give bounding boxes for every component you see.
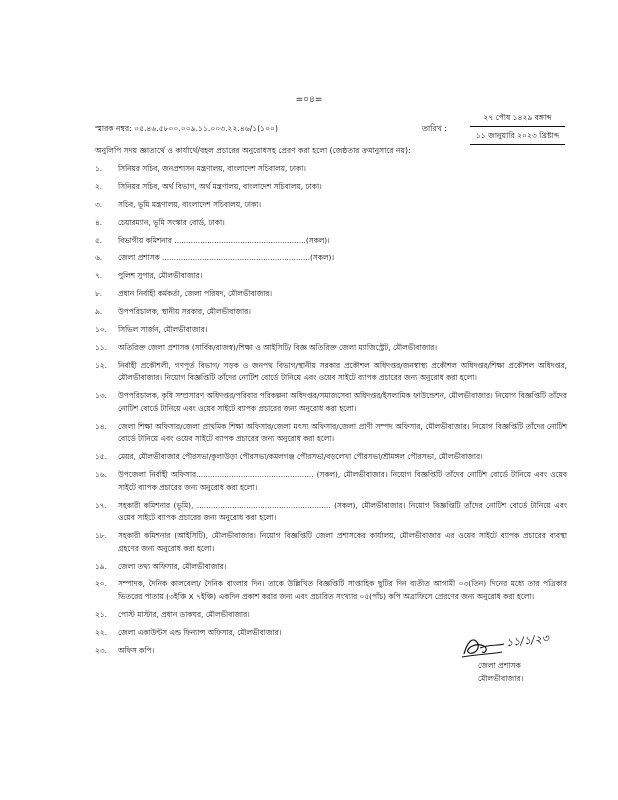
list-item-number: ৪. [95, 217, 103, 227]
list-item-text: প্রধান নির্বাহী কর্মকর্তা, জেলা পরিষদ, মৌলভীবাজার। [118, 289, 273, 299]
list-item-number: ১০. [95, 325, 107, 335]
list-item-text: সিনিয়র সচিব, অর্থ বিভাগ, অর্থ মন্ত্রণালয়, বাংলাদেশ সচিবালয়, ঢাকা। [118, 181, 322, 191]
date-english: ১১ জানুয়ারি ২০২৩ খ্রিষ্টাব্দ [470, 127, 565, 145]
list-item-number: ৮. [95, 289, 103, 299]
date-block [470, 112, 565, 145]
date-label: তারিখ : [422, 124, 447, 133]
list-item [95, 390, 567, 415]
list-item [95, 181, 567, 194]
list-item-number: ৫. [95, 235, 103, 245]
list-item [95, 421, 567, 446]
list-item-number: ২৩. [95, 645, 107, 655]
list-item [95, 199, 567, 212]
list-item-text: মেয়র, মৌলভীবাজার পৌরসভা/কুলাউড়া পৌরসভা/কমলগঞ্জ পৌরসভা/বড়লেখা পৌরসভা/শ্রীমঙ্গল পৌরসভা, মৌলভীবাজার। [118, 452, 483, 462]
list-item [95, 561, 567, 574]
date-bangla: ২৭ পৌষ ১৪২৯ বঙ্গাব্দ [470, 112, 565, 127]
list-item-number: ১৯. [95, 561, 107, 571]
list-item [95, 469, 567, 494]
list-item-text: সহকারী কমিশনার (আইসিটি), মৌলভীবাজার। নিয়োগ বিজ্ঞপ্তিটি জেলা প্রশাসকের কার্যালয়, মৌলভীবাজার এর ওয়েব সাইটে ব্যাপক প্রচারের ব্যবস্থা গ্রহণের জন্য অনুরোধ করা হলো। [118, 531, 567, 553]
list-item-number: ১৩. [95, 391, 107, 401]
list-item [95, 288, 567, 301]
list-item-number: ৭. [95, 271, 103, 281]
list-item-text: পোস্ট মাস্টার, প্রধান ডাকঘর, মৌলভীবাজার। [118, 609, 250, 619]
list-item-number: ১৪. [95, 421, 107, 431]
list-item-number: ১৮. [95, 531, 107, 541]
list-item-text: অতিরিক্ত জেলা প্রশাসক (সার্বিক/রাজস্ব)/শিক্ষা ও আইসিটি/ বিজ্ঞ অতিরিক্ত জেলা ম্যাজিস্ট্রেট, মৌলভীবাজার। [118, 342, 438, 352]
list-item-text: জেলা প্রশাসক ...............................................................(সকল)। [118, 253, 335, 263]
list-item-number: ১. [95, 164, 103, 173]
list-item-text: সচিব, ভূমি মন্ত্রণালয়, বাংলাদেশ সচিবালয়, ঢাকা। [118, 199, 262, 209]
list-item [95, 306, 567, 319]
list-item-number: ১৭. [95, 500, 107, 510]
list-item-number: ৯. [95, 307, 103, 317]
list-item-number: ৩. [95, 199, 103, 209]
list-item-text: অফিস কপি। [118, 645, 155, 655]
distribution-intro: অনুলিপি সদয় জ্ঞাতার্থে ও কার্যার্থে/বহল প্রচারের অনুরোধসহ প্রেরণ করা হলো (জেষ্ঠতার ক্রমানুসারে নয়): [95, 146, 411, 155]
list-item-text: জেলা তথ্য অফিসার, মৌলভীবাজার। [118, 561, 227, 571]
list-item [95, 451, 567, 464]
list-item-number: ১৬. [95, 470, 107, 480]
list-item-number: ১১. [95, 342, 107, 352]
distribution-list [95, 163, 567, 663]
list-item [95, 163, 567, 176]
list-item-text: সম্পাদক, দৈনিক কালবেলা/ দৈনিক বাংলার দিন। তাকে উল্লিখিত বিজ্ঞপ্তিটি সাপ্তাহিক ছুটির দিন ব্যতীত আগামী ০৩(তিন) দিনের মধ্যে তার পত্রিকার ভিতরের পাতায় (৩ইঞ্চি X ৭ইঞ্চি) একদিন প্রকাশ করার জন্য এবং প্রচারিত সংখ্যার ০৫(পাঁচ) কপি অত্রাফিসে প্রেরণের জন্য অনুরোধ করা হলো। [118, 579, 567, 602]
list-item [95, 500, 567, 525]
list-item-number: ২০. [95, 579, 107, 589]
list-item-number: ২২. [95, 627, 107, 637]
list-item-text: সিভিল সার্জন, মৌলভীবাজার। [118, 325, 208, 335]
list-item [95, 270, 567, 283]
list-item [95, 342, 567, 355]
list-item [95, 578, 567, 603]
list-item-number: ২১. [95, 609, 107, 619]
list-item-text: উপজেলা নির্বাহী অফিসার.................................................. (সকল), মৌলভীবাজার। নিয়োগ বিজ্ঞপ্তিটি তাঁদের নোটিশ বোর্ডে টানিয়ে এবং ওয়েব সাইটে ব্যাপক প্রচারের জন্য অনুরোধ করা হলো। [118, 470, 567, 492]
list-item-text: উপপরিচালক, কৃষি সম্প্রসারণ অধিদপ্তর/পরিবার পরিকল্পনা অধিদপ্তর/সমাজসেবা অধিদপ্তর/ইসলামিক ফাউন্ডেশন, মৌলভীবাজার। নিয়োগ বিজ্ঞপ্তিটি তাঁদের নোটিশ বোর্ডে টানিয়ে এবং ওয়েব সাইটে ব্যাপক প্রচারের জন্য অনুরোধ করা হলো। [118, 391, 567, 413]
list-item-number: ৬. [95, 253, 103, 263]
list-item [95, 324, 567, 337]
list-item-text: চেয়ারম্যান, ভূমি সংস্কার বোর্ড, ঢাকা। [118, 217, 225, 227]
list-item-text: পুলিশ সুপার, মৌলভীবাজার। [118, 271, 203, 281]
list-item-text: সহকারী কমিশনার (ভূমি), ......................................................... (সকল), মৌলভীবাজার। নিয়োগ বিজ্ঞপ্তিটি তাঁদের নোটিশ বোর্ডে টানিয়ে এবং ওয়েব সাইটে ব্যাপক প্রচারের জন্য অনুরোধ করা হলো। [118, 500, 567, 523]
list-item [95, 252, 567, 265]
list-item [95, 360, 567, 385]
list-item-text: সিনিয়র সচিব, জনপ্রশাসন মন্ত্রণালয়, বাংলাদেশ সচিবালয়, ঢাকা। [118, 164, 306, 173]
list-item-text: জেলা শিক্ষা অফিসার/জেলা প্রাথমিক শিক্ষা অফিসার/জেলা মৎস্য অফিসার/জেলা প্রাণী সম্পদ অফিসার, মৌলভীবাজার। নিয়োগ বিজ্ঞপ্তিটি তাঁদের নোটিশ বোর্ডে টানিয়ে এবং ওয়েব সাইটে ব্যাপক প্রচারের জন্য অনুরোধ করা হলো। [118, 421, 567, 444]
list-item [95, 235, 567, 248]
memo-number: স্মারক নম্বর: ০৫.৪৬.৫৮০০.০০৯.১১.০০৩.২২.৪৬/১(১০০) [95, 124, 278, 133]
list-item-text: উপপরিচালক, স্থানীয় সরকার, মৌলভীবাজার। [118, 307, 251, 317]
list-item [95, 609, 567, 622]
list-item [95, 530, 567, 555]
signatory-location: মৌলভীবাজার। [478, 673, 524, 683]
list-item-text: বিভাগীয় কমিশনার ........................................................(সকল)। [118, 235, 330, 245]
signature-block [478, 660, 523, 685]
list-item-text: জেলা একাউন্টস এন্ড ফিন্যান্স অফিসার, মৌলভীবাজার। [118, 627, 282, 637]
list-item-number: ১৫. [95, 452, 107, 462]
list-item-text: নির্বাহী প্রকৌশলী, গণপূর্ত বিভাগ/ সড়ক ও জনপথ বিভাগ/স্থানীয় সরকার প্রকৌশল অধিদপ্তর/জনস্বাস্থ্য প্রকৌশল অধিদপ্তর/শিক্ষা প্রকৌশল অধিদপ্তর, মৌলভীবাজার। নিয়োগ বিজ্ঞপ্তিটি তাঁদের নোটিশ বোর্ডে টানিয়ে এবং ওয়েব সাইটে ব্যাপক প্রচারের জন্য অনুরোধ করা হলো। [118, 360, 567, 383]
list-item-number: ১২. [95, 360, 107, 370]
list-item [95, 217, 567, 230]
page-number: =০৪= [295, 95, 323, 105]
signature-date: ১১/১/২৩ [505, 631, 550, 650]
list-item-number: ২. [95, 181, 103, 191]
signatory-designation: জেলা প্রশাসক [478, 661, 521, 670]
